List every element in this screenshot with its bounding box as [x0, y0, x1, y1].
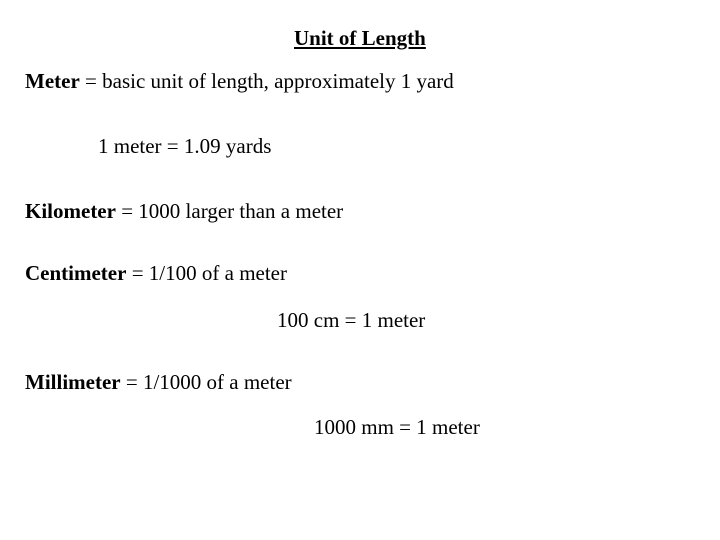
- meter-term: Meter: [25, 69, 80, 93]
- centimeter-definition-line: [25, 261, 287, 285]
- meter-definition-line: [25, 69, 454, 93]
- kilometer-definition-line: [25, 199, 343, 223]
- kilometer-term: Kilometer: [25, 199, 116, 223]
- millimeter-definition-line: [25, 370, 292, 394]
- centimeter-definition: = 1/100 of a meter: [126, 261, 287, 285]
- kilometer-definition: = 1000 larger than a meter: [115, 199, 344, 223]
- page-title: Unit of Length: [294, 26, 426, 50]
- millimeter-equivalence: 1000 mm = 1 meter: [314, 415, 480, 439]
- meter-equivalence: 1 meter = 1.09 yards: [98, 134, 272, 158]
- millimeter-term: Millimeter: [25, 370, 121, 394]
- meter-definition: = basic unit of length, approximately 1 yard: [79, 69, 454, 93]
- millimeter-definition: = 1/1000 of a meter: [120, 370, 292, 394]
- centimeter-equivalence: 100 cm = 1 meter: [277, 308, 426, 332]
- centimeter-term: Centimeter: [25, 261, 127, 285]
